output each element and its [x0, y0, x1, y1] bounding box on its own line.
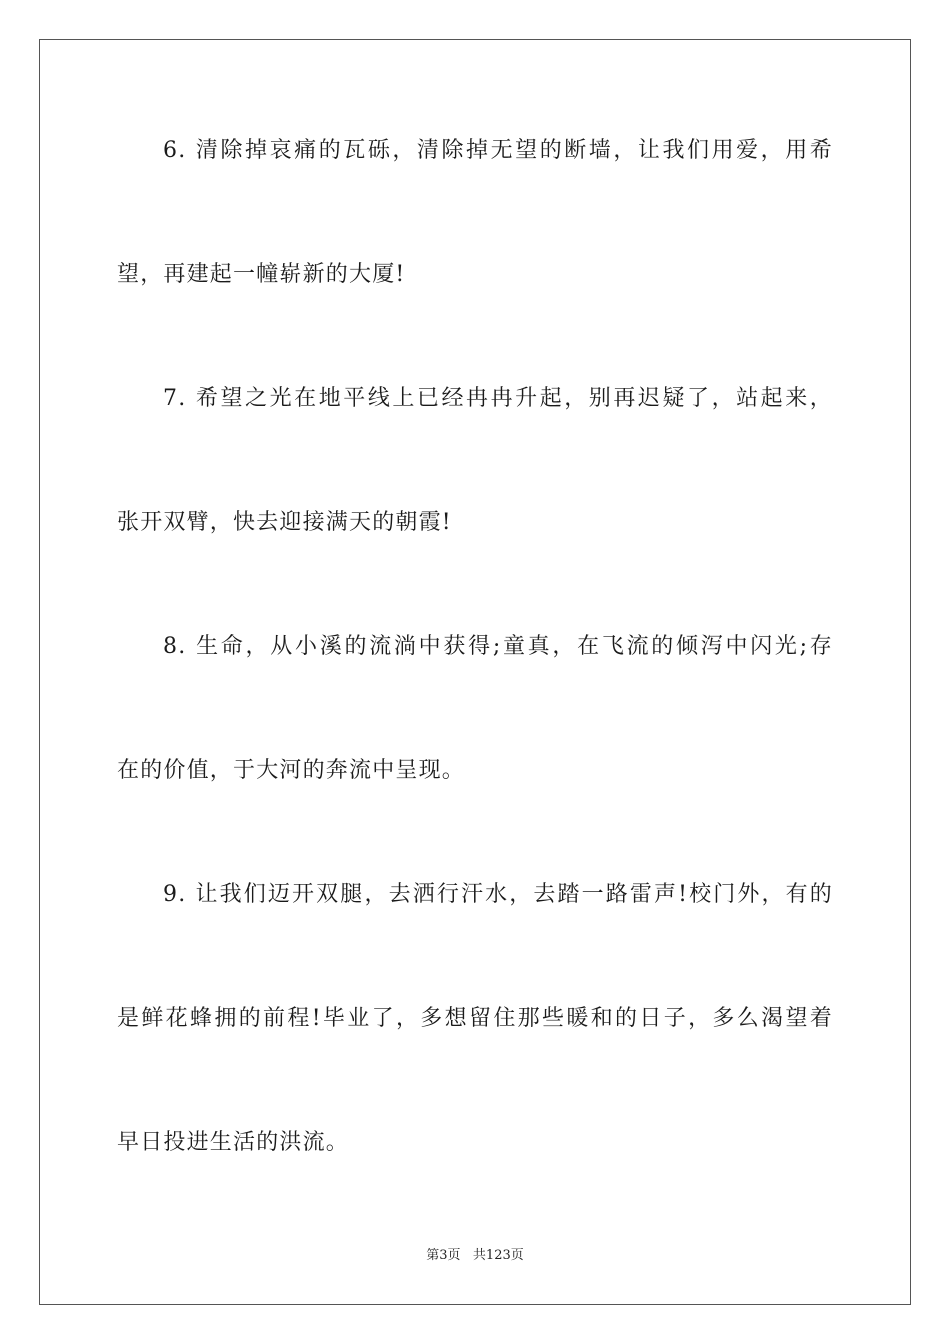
paragraph-9-line-2: 是鲜花蜂拥的前程!毕业了，多想留住那些暖和的日子，多么渴望着 — [117, 1006, 833, 1031]
paragraph-9-line-3: 早日投进生活的洪流。 — [117, 1130, 350, 1155]
paragraph-7-line-1: 7. 希望之光在地平线上已经冉冉升起，别再迟疑了，站起来， — [163, 386, 833, 411]
paragraph-8-line-1: 8. 生命，从小溪的流淌中获得;童真，在飞流的倾泻中闪光;存 — [163, 634, 833, 659]
paragraph-7-line-2: 张开双臂，快去迎接满天的朝霞! — [117, 510, 452, 535]
paragraph-6-line-1: 6. 清除掉哀痛的瓦砾，清除掉无望的断墙，让我们用爱，用希 — [163, 138, 833, 163]
paragraph-8-line-2: 在的价值，于大河的奔流中呈现。 — [117, 758, 466, 783]
paragraph-6-line-2: 望，再建起一幢崭新的大厦! — [117, 262, 406, 287]
page-total: 共123页 — [472, 1248, 524, 1263]
paragraph-9-line-1: 9. 让我们迈开双腿，去洒行汗水，去踏一路雷声!校门外，有的 — [163, 882, 833, 907]
page-number: 第3页 — [426, 1248, 461, 1263]
page-footer — [0, 1248, 950, 1264]
page-frame — [39, 39, 911, 1305]
